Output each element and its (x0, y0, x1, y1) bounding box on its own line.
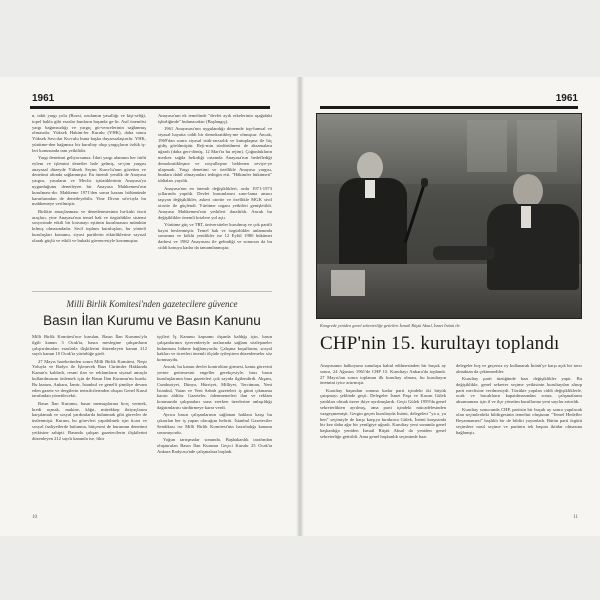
left-page-year: 1961 (32, 93, 55, 104)
right-year-rule (320, 106, 578, 109)
paragraph: Anayasa'nın en önemli değişiklikleri, ordu 1971-1973 yıllarında yapıldı. Devlet kurumlarını sınır-lama amacı taşıyan değişiklikler, askeri otorite ve özellikle MGK sivil otorite ile güçlendi. Yürütme organı yetkileri genişletildi. Anayasa Mahkemesi'nin yetkileri daraltıldı. Ancak bu değişiklikler önemli krizlere yol açtı. (158, 185, 272, 220)
right-columns (320, 363, 582, 441)
right-page-number: 11 (573, 515, 578, 520)
photo-papers (331, 270, 365, 296)
photo-window (467, 120, 507, 172)
book-spine (296, 77, 304, 536)
paragraph: n, tabii yargı yolu (Bozsi, ozulamın yasallığı ve kişi-seliği, topel hakla gibi esaslar bunların başında ge-lir. Asıl önemlisi yargı bağımsızlığı ve yargıç gü-vencelerinin sağlanmış olmasıdır. Yüksek Hakim-ler Kurulu (YHK), daha sonra Yüksek Savcılar Ku-rulu buna başka duyarsızlaştırılır. YHK, yürütme-den bağımsız bir kurultay olup yargıçların özlük iş-leri konusunda tam yetkilidir. (32, 113, 146, 153)
paragraph: Ayrıca basın çalışanlarının sağlanan haklara karşı bu çıkarılan her iş yapan olacağını belirtti. İstanbul Gazeteciler Sendikası ise Milli Birlik Komitesi'nin hazırladığı kanunu savunuyordu. (157, 412, 272, 435)
paragraph: Milli Birlik Komitesi'nce kurulan, Basın İlan Kurumu'yla ilgili kanun 3 Ocak'ta, basın meslegine çalışanların çalıştırılmaları esaslarla ilişkilerini düzenleyen kanun 212 sayılı kanun 10 Ocak'ta yürürlüğe girdi. (32, 334, 147, 357)
photo-caption: Kongrede yeniden genel sekreterliğe getirilen İsmail Rüştü Aksal, İsmet İnönü ile. (320, 323, 461, 328)
left-upper-columns (32, 113, 272, 252)
microphone-stand (404, 185, 425, 243)
article-headline: CHP'nin 15. kurultayı toplandı (320, 333, 560, 354)
photo-window (517, 120, 557, 172)
paragraph: Yürütme güç ve TRT, üniversiteler kurulmuş ve çok partili hayat beslenmiştir. Temel hak ve özgürlükler anlamında savunma ve köklü yenilikler ise 12 Eylül 1980 hükümet darbesi ve 1982 Anayasası ile gelindiği ve sonucun da bu ciddi konuya kadar da tamamlanmıştır. (158, 221, 272, 251)
paragraph: 1961 Anayasası'nın uygulandığı dönemde top-lumsal ve siyasal hayatta ciddi bir demokratikleş-me olmuştur. Ancak, 1969'dan sonra siyasal istik-rarsızlık ve kutuplaşma ile hiç gidiş görülmüştür. Reji-min sürdürülmesi de aksamalara uğradı (daha geri-dönüş, 12 Mart'ta bu rejim). Çoğunlukların merkez sağda belirdiği ortamda Anayasa'nın hedeflediği demokratikleşme ve sosyalleşme beklenen seviye-ye ulaşmadı. Yargı denetimi ve özellikle Anayasa yargısı, bunlara dahil olmayanları tedirgin etti. "Hâkimler hükümeti" iddiaları yayıldı. (158, 126, 272, 184)
microphone-icon (421, 178, 428, 187)
paragraph: Kurultay sonucunda CHP, partisin bir buçuk ay sonra yapılacak olan seçimlerdeki bildirgesinin temelini oluşturan "Temel Hedefler Beyannamesi" başlıklı bir de bildiri yayımladı. Bütün parti örgütü seçimlere nasıl seçime ve partinin tek başına iktidar olmasına bağlanıştı. (456, 406, 582, 435)
left-upper-column-1 (32, 113, 146, 252)
paragraph: Basın İlan Kurumu, basın mensuplarına borç vermek, kredi açmak, makine, kâğıt, mürekkep ihtiyaçlarını karşılamak ve sosyal yardımlarda bulunmak gibi görevler de üstlenmişti. Kurum, bu görevleri yapabilmek için ticari ve sosyal faaliyetlerde bulunma, bütçesini de kurumun denetimi yetkisine sahipti. Basında çalışan gazetecilerin ilişkilerini düzenleyen 212 sayılı kanunla ise, fikir (32, 400, 147, 441)
right-page-year: 1961 (555, 93, 578, 104)
kurultay-photo (316, 113, 582, 319)
left-page-number: 10 (32, 515, 37, 520)
left-year-rule (30, 106, 270, 109)
book-spread (0, 77, 600, 536)
paragraph: Anayasa'nın ek temelinde "devlet ayık erkelerinin aşağıdaki işbirliğinde" bulunacaktır (Başlangıç). (158, 113, 272, 124)
right-column-2 (456, 363, 582, 441)
left-page (0, 77, 296, 536)
right-page (304, 77, 600, 536)
paragraph: Birlikte amaçlanması ve denetlenmesinin hu-kuki öncü araçları, yine Anayasa'nın temel hak ve özgürlükler sistemi sosyosinde etkili bir korunayı eşitinin kurulmasını mümkün kılmış olmasındadır. Sivil toplum kuruluşları, bu yönteli kuruluşları konumu, siyasi partilerin etkinliklerine sayısal olarak güçlü ve etkili ve bukaki güvencesiyle korumuştur. (32, 208, 146, 243)
article-kicker: Milli Birlik Komitesi'nden gazetecilere güvence (66, 299, 238, 309)
person-right-head (513, 174, 543, 208)
paragraph: Kurultay başından sonuna kadar parti içindeki iki büyük çatışmayı şeklinde geçti. Delegeler İsmet Paşa ve Kasım Gülek yanlıları olmak üzere ikiye ayrılmışlardı. Geçit Gülek 1959'da genel sekreterlikten ayrılmış, ama parti içindeki mücadelesinden vazgeçmemişti. Gergin geçen kurultayda İnönü, delegeleri "ya o, ya ben" seçimiyle de karşı karşıya bırakınca Gülek, İnönü karşısında bir kez daha ağır bir yenilgiye uğradı. Kurultay yeni sonunda genel başkanlığa yeniden İsmail Rüştü Aksal da yeniden genel sekreterliğe getirildi. Ama genel başkanlık seçiminde bazı (320, 387, 446, 440)
paragraph: Ancak, bu kanun devlet kontrolüne girmesi, kamu görevini yerine getirmesini engeller gerekçesiyle, bazı basın kuruluşlarının bazı gazeteleri çok sayıda ilgilendirdi. Akşam, Cumhuriyet, Dünya, Hürriyet, Milliyet, Tercüman, Yeni İstanbul, Vatan ve Yeni Sabah gazeteleri iş günü çıkmama kararı aldılar. Gazeteler, ödenmemeleri ilan ve reklam konusunda çalışmaları sona ererken üzerlerine anlaşıldığı dağıtımlarını sürdürmeye karar verdi. (157, 364, 272, 411)
article-headline: Basın İlan Kurumu ve Basın Kanunu (43, 313, 261, 328)
paragraph: Yargı denetimi geliyorsunuz. İdari yargı alanının her türlü eylem ve işlemini denetler hale gelmiş, se-çim yargısı anayasal düzeyde Yüksek Seçim Kuru-lu'nun gözetim ve denetimi altında sağlanmıştır. En önemli yenilik de Anayasa yargısı, yasaların ve Meclis içtüzüklerinin Anayasa'ya uygunluğunu denetleyen bir Anayasa Mahkemesi'nin kurulması-dır. Mahkeme 1971'den sonra kazanı bölümünde kararlarından de denetleyebilir. Yine Divan sıfa-tıyla bu mahkemeye verilmiştir. (32, 155, 146, 207)
person-right-body (487, 204, 579, 290)
paragraph: Kurultay parti tüzüğünde bazı değişiklikler yaptı. Bu değişiklikle, genel sekreter seçime yetkisinin kurultaydan alınıp parti meclisine verilmesiydi. Tüzükte yapılan ciddi değişikliklerle, ocak ve bucakların kapatılmasından sonra, çalışmalarını aksamaması için il ve ilçe yönetim kurullarına yeni sayılar artırıldı. (456, 376, 582, 405)
person-right-shirt (521, 206, 531, 228)
article-column-2 (157, 334, 272, 456)
person-left-shirt (365, 180, 375, 198)
paragraph: Anayasanın halkoyuna sunuluşu kabul edilmesinden bir buçuk ay sonra, 24 Ağustos 1961'de CHP 15. Kurultayı Ankara'da toplandı. 27 Mayıs'tan sonra toplanan ilk kurultay olması, bu kurultayın önemini iyice artırmıştı. (320, 363, 446, 386)
right-column-1 (320, 363, 446, 441)
paragraph: işçileri İş Kanunu kapsamı dışında kaldığı için, basın çalışanlarının işverenleriyle aralarında sağlam sözleşmeler bulunması hükme bağlanıyordu. Çalışma koşullarını, sosyal hakları ve ücretleri önemli ölçüde iyileştiren düzenlemeler söz konusuydu. (157, 334, 272, 363)
paragraph: 27 Mayıs hareketinden sonra Milli Birlik Komitesi, Neşir Yoluyla ve Radyo ile İşlenecek Bazı Cürümler Hakkında Kanun'u kaldırdı, resmi ilan ve reklamların siyasal amaçla kullanılmasını önlemek için de Basın İlan Kurumu'nu kurdu. Bu kurum, Ankara, İzmir, İstanbul ve genelli şimdiye devam eden gazete ve dergilerin temsilcilerinden oluşan Genel Kurul tarafından yönetilecekti. (32, 358, 147, 399)
article-column-1 (32, 334, 147, 456)
left-upper-column-2 (158, 113, 272, 252)
paragraph: Yoğun tartışmalar sonunda, Başbakanlık tarafından oluşturulan Basın İlan Kurumu Geçici Kurulu 25 Ocak'ta Ankara Radyosu'nde çalışmalara başladı. (157, 437, 272, 454)
article-columns (32, 334, 272, 456)
press-law-article (32, 291, 272, 522)
person-right-arm (433, 246, 495, 260)
paragraph: delegeler boş ve geçersiz oy kullanarak İnönü'ye karşı açık bir tavır almaktan da çekinmediler. (456, 363, 582, 374)
